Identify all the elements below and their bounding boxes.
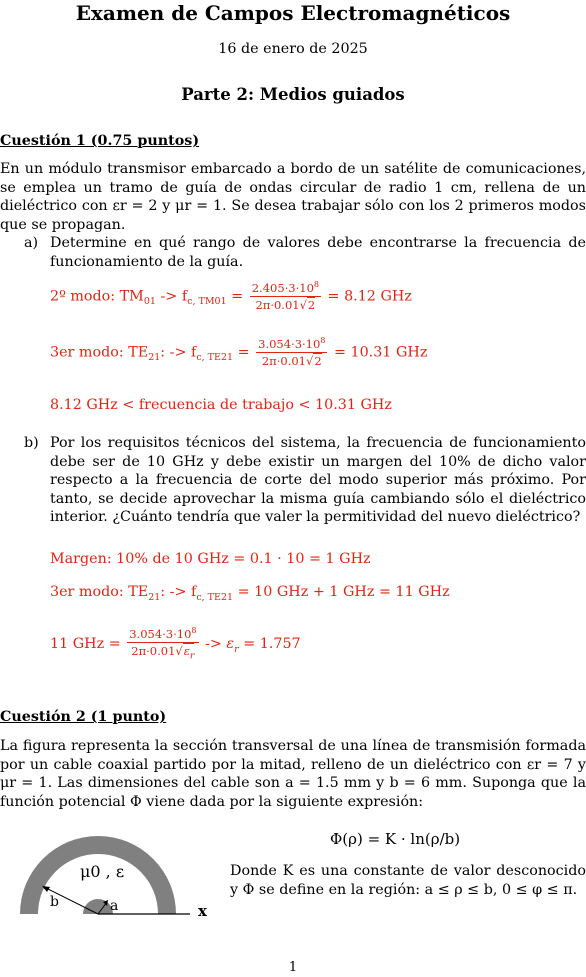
q1-heading: Cuestión 1 (0.75 puntos) bbox=[0, 133, 200, 149]
q1-b-l3-result: = 1.757 bbox=[238, 636, 301, 653]
q1-b-l2-prefix: 3er modo: TE bbox=[50, 584, 149, 600]
q1-b-answer-line1: Margen: 10% de 10 GHz = 0.1 · 10 = 1 GHz bbox=[50, 551, 371, 567]
figure-label-x: x bbox=[198, 902, 207, 920]
q1-b-l2-f-sub: c, TE21 bbox=[196, 591, 234, 603]
figure-label-b: b bbox=[50, 894, 59, 910]
q1-a-l1-eq: = bbox=[226, 288, 244, 305]
q1-a-answer-line1 bbox=[50, 280, 586, 313]
q1-a-l2-num: 3.054·3·10 bbox=[258, 336, 321, 351]
q1-a-answer-line3: 8.12 GHz < frecuencia de trabajo < 10.31 GHz bbox=[50, 397, 392, 413]
q2-formula: Φ(ρ) = K · ln(ρ/b) bbox=[330, 830, 461, 848]
q1-a-l1-prefix: 2º modo: TM bbox=[50, 288, 144, 305]
q1-a-l2-f-sub: c, TE21 bbox=[196, 352, 234, 364]
q1-a-l1-result: = 8.12 GHz bbox=[327, 288, 412, 305]
q1-item-a bbox=[24, 234, 586, 274]
q1-intro bbox=[0, 160, 586, 234]
q1-b-l3-den-root-sub: r bbox=[189, 650, 195, 662]
q1-a-l2-num-exp: 8 bbox=[320, 336, 326, 345]
q1-intro-text: En un módulo transmisor embarcado a bordo de un satélite de comunicaciones, se emplea un tramo de guía de ondas circular de radio 1 cm, rellena de un dieléctrico con εr = 2 y μr = 1. Se desea trabajar sólo con los 2 primeros modos que se propagan. bbox=[0, 161, 586, 233]
q1-item-b bbox=[24, 434, 586, 534]
figure-label-a: a bbox=[110, 898, 119, 914]
q1-b-answer-line3 bbox=[50, 626, 586, 662]
q1-a-l1-num: 2.405·3·10 bbox=[251, 280, 314, 295]
q1-b-l3-fraction: $\frac{3.054\cdot 3\cdot 10^8}{2\pi\cdot 0.01√\varepsilon_r}$ bbox=[129, 626, 197, 662]
q1-b-l2-arrow: : -> f bbox=[160, 584, 197, 600]
q1-a-l1-num-exp: 8 bbox=[313, 280, 319, 289]
q1-a-l2-fraction: $\frac{3.054\cdot 3\cdot 10^8}{2\pi\cdot 0.01√2}$ bbox=[258, 336, 326, 369]
page-number: 1 bbox=[288, 960, 298, 975]
q1-b-l2-mode-sub: 21 bbox=[148, 591, 161, 603]
part-title: Parte 2: Medios guiados bbox=[181, 85, 405, 104]
q1-a-l2-den-root: 2 bbox=[314, 354, 322, 369]
q1-a-l1-f-sub: c, TM01 bbox=[187, 296, 227, 308]
q1-a-l1-fraction: $\frac{2.405\cdot 3\cdot 10^8}{2\pi\cdot 0.01√2}$ bbox=[251, 280, 319, 313]
q1-b-l3-eps: ε bbox=[226, 636, 235, 653]
q1-b-l3-num: 3.054·3·10 bbox=[129, 626, 192, 641]
q1-b-text: Por los requisitos técnicos del sistema, la frecuencia de funcionamiento debe ser de 10 GHz y debe existir un margen del 10% de dicho valor respecto a la frecuencia de corte del modo superior más próximo. Por tanto, se decide aprovechar la misma guía cambiando sólo el dieléctrico interior. ¿Cuánto tendría que valer la permitividad del nuevo dieléctrico? bbox=[50, 435, 586, 526]
q1-b-answer-line2 bbox=[50, 583, 586, 604]
q1-a-l2-mode-sub: 21 bbox=[148, 352, 161, 364]
q1-a-l1-den: 2π·0.01 bbox=[255, 298, 300, 313]
q1-b-l3-eps-sub: r bbox=[234, 644, 239, 656]
exam-title: Examen de Campos Electromagnéticos bbox=[75, 1, 511, 25]
q1-a-l2-eq: = bbox=[233, 344, 250, 361]
exam-date: 16 de enero de 2025 bbox=[218, 41, 368, 57]
figure-medium-label: μ0 , ε bbox=[80, 862, 125, 881]
q2-intro bbox=[0, 737, 586, 811]
q1-a-label: a) bbox=[24, 235, 39, 251]
q2-intro-text: La figura representa la sección transversal de una línea de transmisión formada por un cable coaxial partido por la mitad, relleno de un dieléctrico con εr = 7 y μr = 1. Las dimensiones del cable son a = 1.5 mm y b = 6 mm. Suponga que la función potencial Φ viene dada por la siguiente expresión: bbox=[0, 738, 586, 810]
q2-description: Donde K es una constante de valor desconocido y Φ se define en la región: a ≤ ρ ≤ b, 0 ≤ φ ≤ π. bbox=[230, 863, 586, 898]
q1-a-l2-arrow: : -> f bbox=[160, 344, 197, 361]
q1-b-l3-prefix: 11 GHz = bbox=[50, 636, 121, 653]
q1-a-l2-result: = 10.31 GHz bbox=[333, 344, 428, 361]
q1-b-label: b) bbox=[24, 435, 39, 451]
q1-a-answer-line2 bbox=[50, 336, 586, 369]
q1-b-l2-rest: = 10 GHz + 1 GHz = 11 GHz bbox=[233, 584, 450, 600]
q1-a-l1-arrow: -> f bbox=[155, 288, 188, 305]
q1-b-l3-den: 2π·0.01 bbox=[131, 644, 176, 659]
q1-a-l2-prefix: 3er modo: TE bbox=[50, 344, 149, 361]
q2-heading: Cuestión 2 (1 punto) bbox=[0, 709, 167, 725]
q1-a-text: Determine en qué rango de valores debe encontrarse la frecuencia de funcionamiento de la guía. bbox=[50, 235, 586, 270]
q1-b-l3-den-root: ε bbox=[183, 644, 190, 659]
q1-a-l2-den: 2π·0.01 bbox=[261, 354, 306, 369]
q1-b-l3-num-exp: 8 bbox=[191, 626, 197, 635]
q1-a-l1-mode-sub: 01 bbox=[143, 296, 156, 308]
q1-a-l1-den-root: 2 bbox=[307, 298, 316, 313]
q1-b-l3-arrow: -> bbox=[205, 636, 227, 653]
inner-conductor-shell bbox=[83, 899, 113, 914]
